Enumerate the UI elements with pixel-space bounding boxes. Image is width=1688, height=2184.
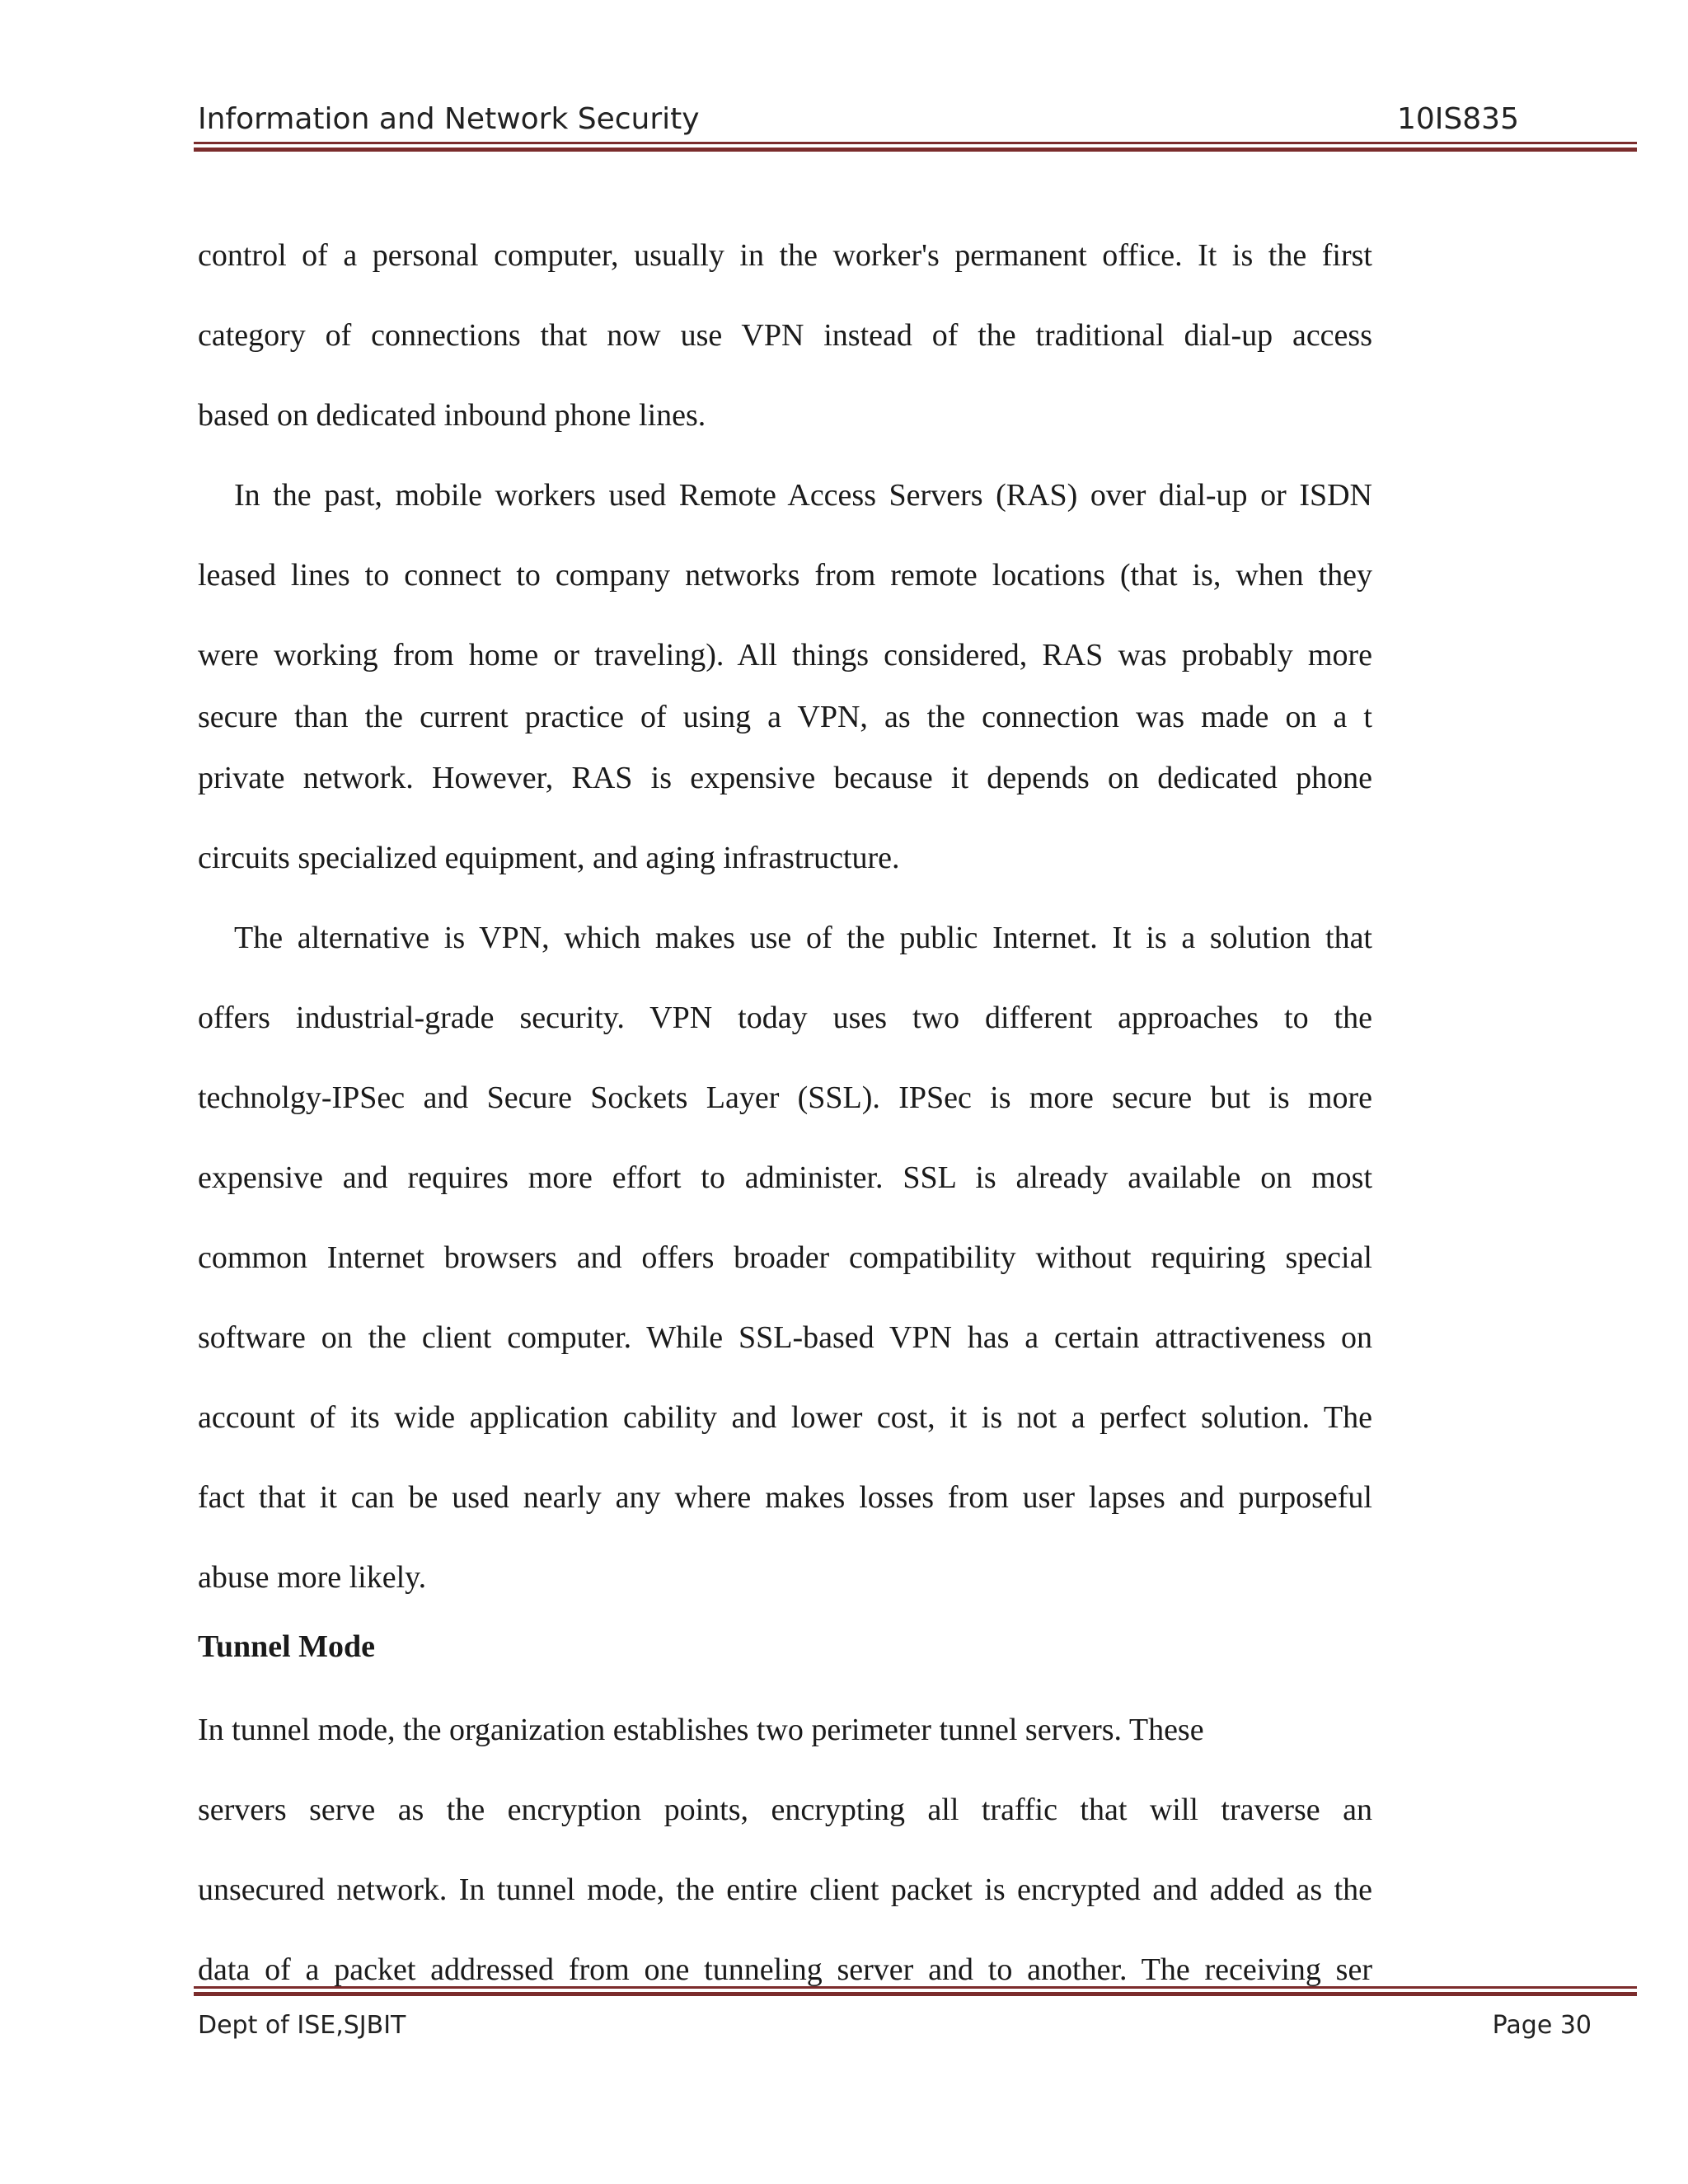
body-line: account of its wide application cability and lower cost, it is not a perfect solution. The <box>198 1400 1372 1435</box>
body-line: based on dedicated inbound phone lines. <box>198 398 706 433</box>
body-line: secure than the current practice of using a VPN, as the connection was made on a t <box>198 700 1372 734</box>
footer-dept: Dept of ISE,SJBIT <box>198 2011 406 2040</box>
body-line: software on the client computer. While SSL-based VPN has a certain attractiveness on <box>198 1320 1372 1355</box>
body-line: leased lines to connect to company networks from remote locations (that is, when they <box>198 558 1372 593</box>
body-line: category of connections that now use VPN instead of the traditional dial-up access <box>198 318 1372 353</box>
body-line: fact that it can be used nearly any where makes losses from user lapses and purposeful <box>198 1480 1372 1515</box>
footer-page-number: Page 30 <box>1492 2011 1592 2040</box>
body-line: private network. However, RAS is expensive because it depends on dedicated phone <box>198 761 1372 795</box>
body-line: control of a personal computer, usually in the worker's permanent office. It is the first <box>198 238 1372 273</box>
body-line: In the past, mobile workers used Remote Access Servers (RAS) over dial-up or ISDN <box>234 478 1372 513</box>
header-title: Information and Network Security <box>198 102 700 136</box>
body-line: common Internet browsers and offers broader compatibility without requiring special <box>198 1240 1372 1275</box>
body-line: offers industrial-grade security. VPN today uses two different approaches to the <box>198 1001 1372 1035</box>
section-heading: Tunnel Mode <box>198 1629 376 1664</box>
body-line: In tunnel mode, the organization establishes two perimeter tunnel servers. These <box>198 1713 1204 1747</box>
body-line: servers serve as the encryption points, encrypting all traffic that will traverse an <box>198 1793 1372 1827</box>
page-body <box>198 216 1372 2010</box>
body-line: abuse more likely. <box>198 1560 427 1595</box>
body-line: data of a packet addressed from one tunneling server and to another. The receiving ser <box>198 1952 1372 1987</box>
footer-rule <box>194 1986 1637 1996</box>
header-rule <box>194 142 1637 152</box>
body-line: unsecured network. In tunnel mode, the entire client packet is encrypted and added as the <box>198 1872 1372 1907</box>
body-line: circuits specialized equipment, and aging infrastructure. <box>198 841 900 875</box>
page-header <box>198 97 1568 142</box>
body-line: expensive and requires more effort to administer. SSL is already available on most <box>198 1160 1372 1195</box>
body-line: The alternative is VPN, which makes use of the public Internet. It is a solution that <box>234 921 1372 955</box>
header-course-code: 10IS835 <box>1397 102 1519 136</box>
body-line: technolgy-IPSec and Secure Sockets Layer (SSL). IPSec is more secure but is more <box>198 1080 1372 1115</box>
body-line: were working from home or traveling). All things considered, RAS was probably more <box>198 638 1372 673</box>
